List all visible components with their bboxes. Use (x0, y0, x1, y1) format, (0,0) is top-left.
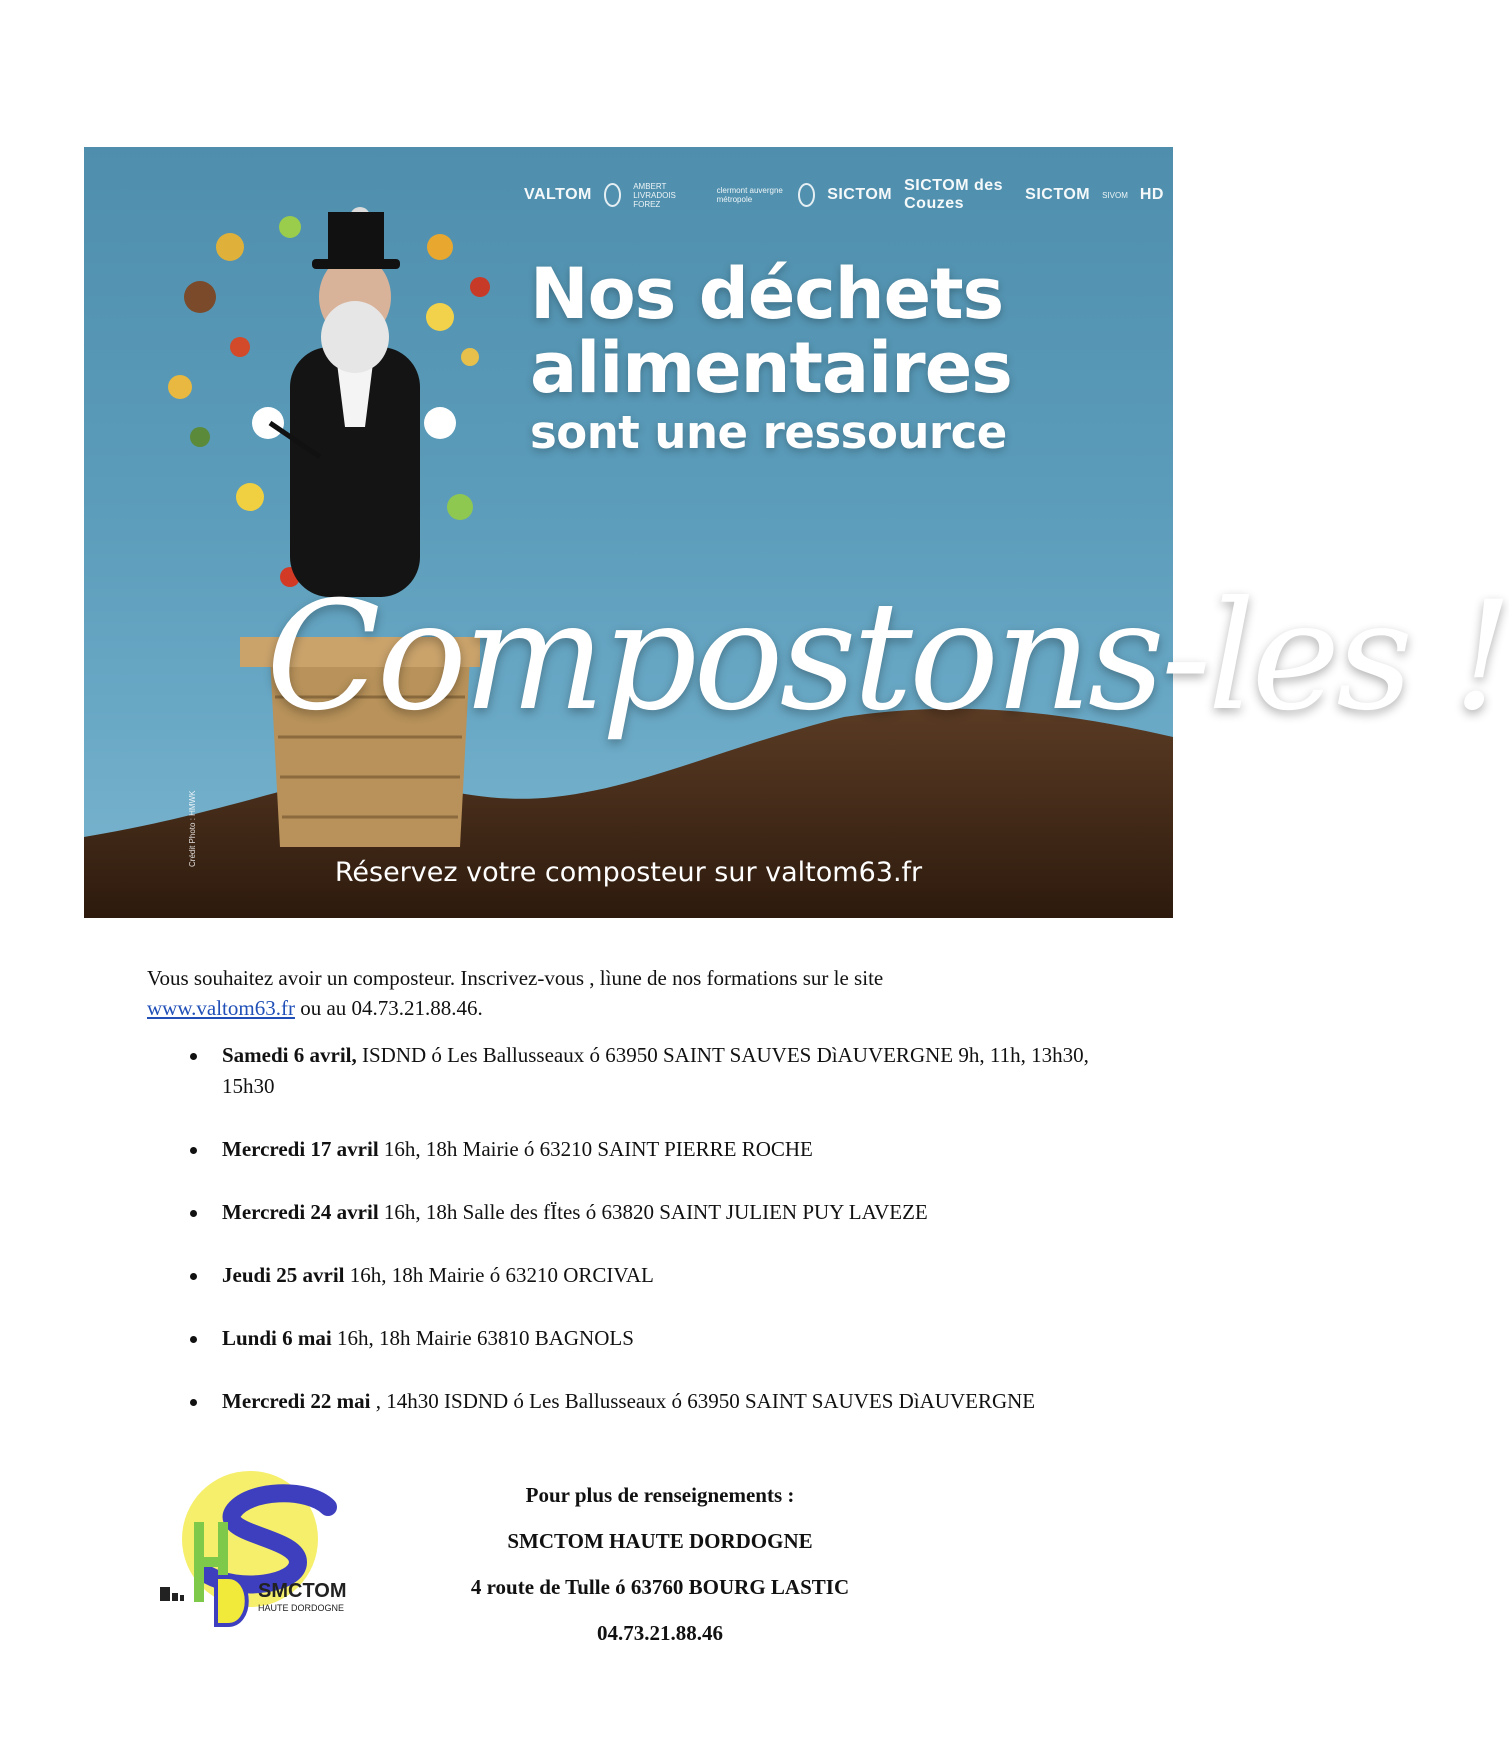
intro-text: Vous souhaitez avoir un composteur. Inscrivez-vous , lìune de nos formations sur le site (147, 966, 884, 990)
session-day: Mercredi 17 avril (222, 1137, 379, 1161)
contact-block (400, 1472, 920, 1656)
smctom-logo (158, 1467, 358, 1627)
session-day: Mercredi 24 avril (222, 1200, 379, 1224)
list-item (185, 1134, 1145, 1165)
list-item (185, 1260, 1145, 1291)
intro-paragraph (147, 963, 1107, 1023)
hd-logo: HD (1139, 186, 1164, 203)
session-details: 16h, 18h Mairie ó 63210 SAINT PIERRE ROCHE (378, 1137, 813, 1161)
headline-line2: alimentaires (530, 327, 1012, 409)
partner-badge-icon (798, 183, 815, 207)
photo-credit: Crédit Photo : HMWK (188, 790, 197, 867)
session-day: Mercredi 22 mai (222, 1389, 371, 1413)
headline-line1: Nos déchets (530, 253, 1004, 335)
poster-headline (530, 253, 1170, 461)
session-details: 16h, 18h Mairie ó 63210 ORCIVAL (344, 1263, 654, 1287)
session-day: Samedi 6 avril, (222, 1043, 357, 1067)
session-details: 16h, 18h Mairie 63810 BAGNOLS (331, 1326, 634, 1350)
headline-line3: sont une ressource (530, 406, 1007, 459)
session-details: 16h, 18h Salle des fÏtes ó 63820 SAINT JULIEN PUY LAVEZE (378, 1200, 928, 1224)
list-item (185, 1197, 1145, 1228)
ambert-logo: AMBERT LIVRADOIS FOREZ (633, 181, 676, 209)
poster-slogan: Compostons-les ! (266, 570, 1509, 744)
valtom-logo: VALTOM (524, 186, 592, 203)
session-list (185, 1040, 1145, 1449)
sivom-logo: SIVOM (1102, 190, 1128, 200)
list-item (185, 1386, 1145, 1417)
contact-address: 4 route de Tulle ó 63760 BOURG LASTIC (470, 1575, 850, 1599)
session-day: Lundi 6 mai (222, 1326, 332, 1350)
sictom-logo: SICTOM (827, 186, 893, 203)
list-item (185, 1323, 1145, 1354)
partner-badge-icon (604, 183, 621, 207)
session-details: , 14h30 ISDND ó Les Ballusseaux ó 63950 SAINT SAUVES DìAUVERGNE (370, 1389, 1036, 1413)
contact-phone: 04.73.21.88.46 (597, 1621, 723, 1645)
valtom-link[interactable]: www.valtom63.fr (147, 996, 295, 1020)
contact-org: SMCTOM HAUTE DORDOGNE (507, 1529, 813, 1553)
magician-illustration (140, 187, 520, 877)
clermont-logo: clermont auvergne métropole (716, 186, 783, 204)
intro-phone-text: ou au 04.73.21.88.46. (294, 996, 483, 1020)
contact-heading: Pour plus de renseignements : (525, 1483, 795, 1507)
session-details: ISDND ó Les Ballusseaux ó 63950 SAINT SAUVES DìAUVERGNE 9h, 11h, 13h30, 15h30 (222, 1043, 1089, 1098)
sictom-logo-2: SICTOM (1025, 186, 1091, 203)
list-item (185, 1040, 1145, 1102)
compost-poster (84, 147, 1509, 918)
reserve-text: Réservez votre composteur sur valtom63.fr (334, 857, 923, 888)
sictom-couzes-logo: SICTOM des Couzes (904, 177, 1004, 212)
session-day: Jeudi 25 avril (222, 1263, 345, 1287)
logo-name: SMCTOM (258, 1580, 347, 1602)
partner-logos (524, 177, 1164, 213)
logo-sub: HAUTE DORDOGNE (258, 1603, 345, 1613)
